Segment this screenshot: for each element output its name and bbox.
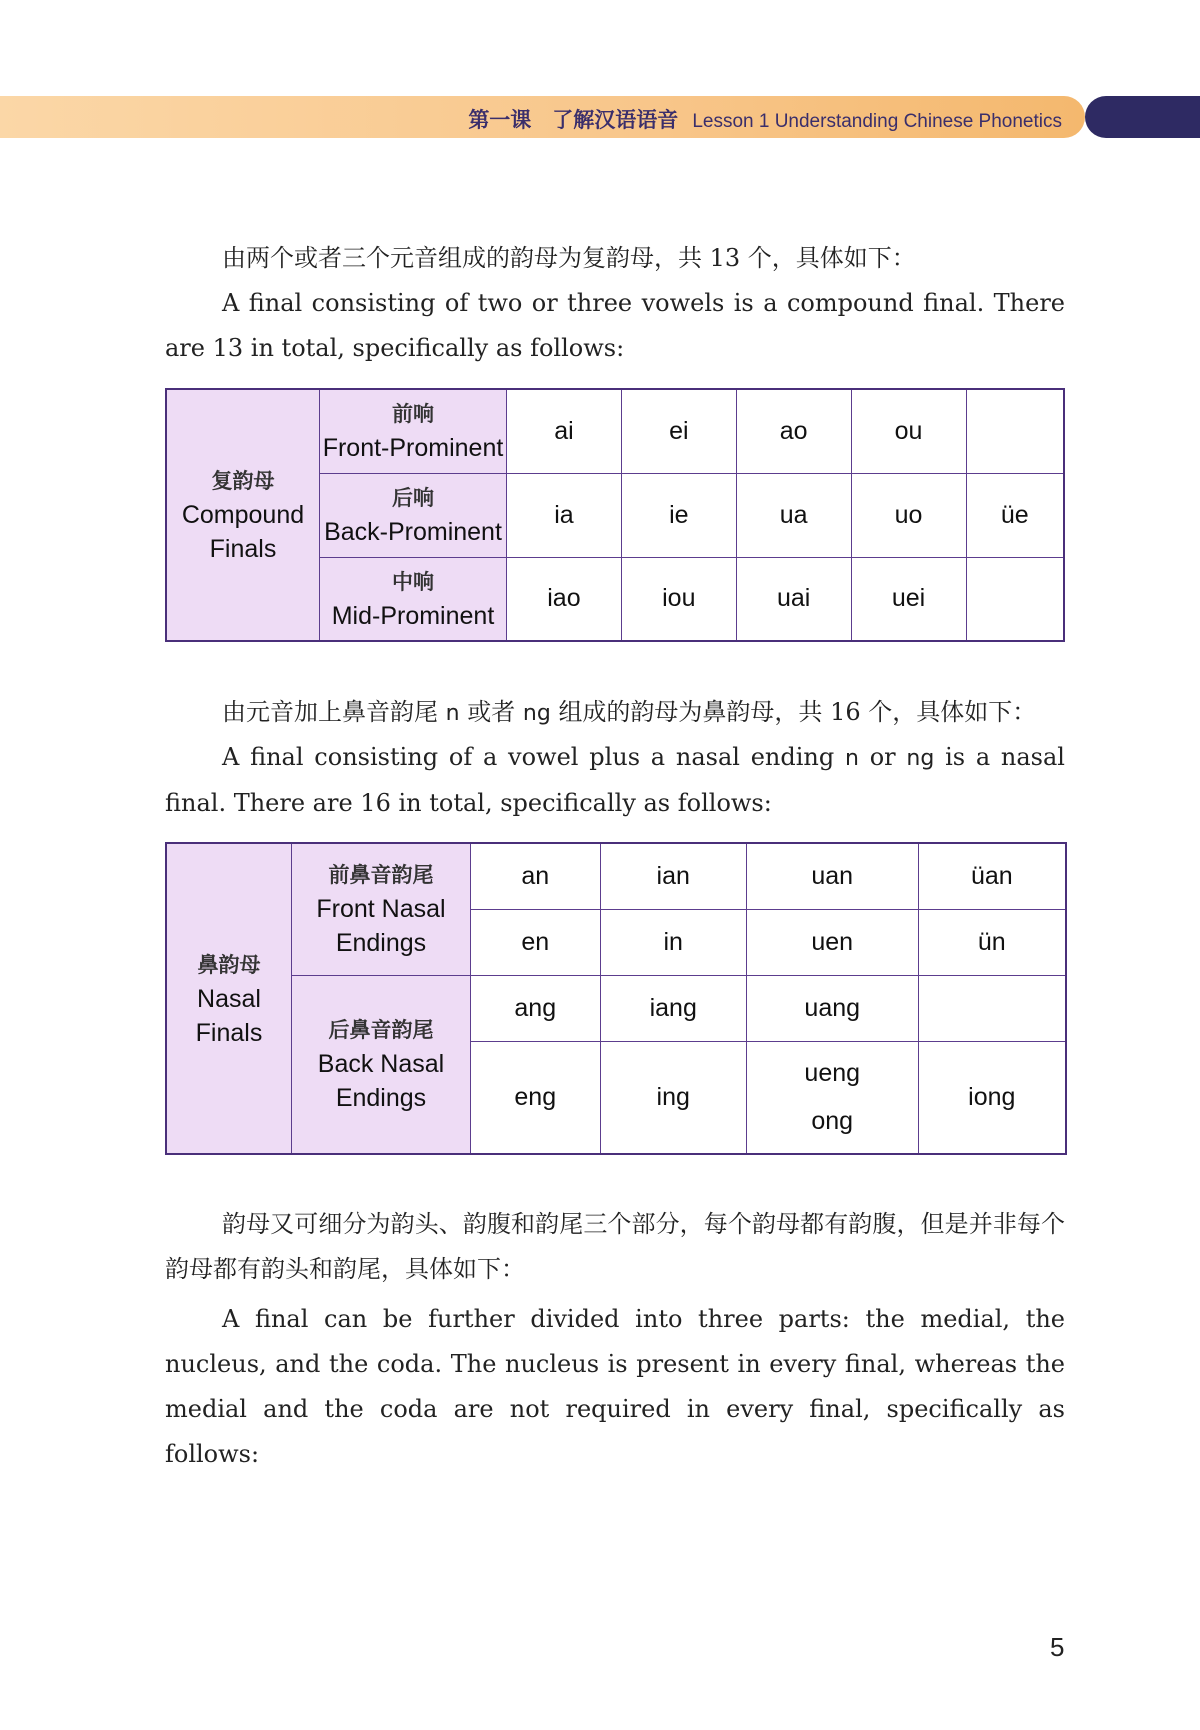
table-cell: ing bbox=[600, 1041, 746, 1154]
nasal-zh-part-c: 组成的韵母为鼻韵母，共 16 个，具体如下： bbox=[558, 698, 1037, 726]
paragraph-nasal-zh bbox=[165, 690, 1065, 736]
table-cell-line: ueng bbox=[804, 1059, 861, 1088]
page-number: 5 bbox=[1050, 1632, 1065, 1662]
table-cell: ao bbox=[736, 389, 851, 473]
compound-category-zh: 复韵母 bbox=[211, 469, 275, 493]
nasal-category-zh: 鼻韵母 bbox=[197, 952, 261, 977]
back-nasal-en-2: Endings bbox=[335, 1084, 427, 1113]
table-cell: uen bbox=[746, 909, 918, 975]
nasal-category-cell bbox=[166, 843, 292, 1154]
table-cell: uang bbox=[746, 975, 918, 1041]
nasal-en-n: n bbox=[844, 746, 859, 771]
table-cell-line: ong bbox=[811, 1107, 854, 1136]
header-cap bbox=[1085, 96, 1200, 138]
front-nasal-label-cell bbox=[292, 843, 471, 975]
table-cell: ua bbox=[736, 473, 851, 557]
back-prominent-en: Back-Prominent bbox=[324, 518, 502, 546]
paragraph-compound-zh: 由两个或者三个元音组成的韵母为复韵母，共 13 个，具体如下： bbox=[222, 244, 916, 272]
paragraph-parts-en: A final can be further divided into three parts: the medial, the nucleus, and the coda. The nucleus is present in every final, whereas the medial and the coda are not required in every final, specifically as follows: bbox=[165, 1305, 1065, 1468]
row-label-mid-prominent bbox=[320, 557, 507, 641]
nasal-en-ng: ng bbox=[906, 746, 935, 771]
table-cell: ia bbox=[507, 473, 622, 557]
compound-category-en-1: Compound bbox=[181, 501, 305, 529]
table-cell: iao bbox=[507, 557, 622, 641]
mid-prominent-zh: 中响 bbox=[392, 569, 434, 594]
table-cell: iang bbox=[600, 975, 746, 1041]
nasal-en-part-c: is a nasal final. There are 16 in total, specifically as follows: bbox=[165, 743, 1065, 817]
table-cell bbox=[966, 557, 1064, 641]
table-cell: uei bbox=[851, 557, 966, 641]
nasal-en-part-b: or bbox=[869, 743, 896, 771]
nasal-zh-ng: ng bbox=[522, 701, 551, 726]
nasal-en-part-a: A final consisting of a vowel plus a nasal ending bbox=[222, 743, 835, 771]
paragraph-compound-en: A final consisting of two or three vowels is a compound final. There are 13 in total, specifically as follows: bbox=[165, 289, 1065, 362]
row-label-front-prominent bbox=[320, 389, 507, 473]
table-cell: uan bbox=[746, 843, 918, 909]
table-cell: ang bbox=[471, 975, 601, 1041]
table-cell: in bbox=[600, 909, 746, 975]
table-cell: ai bbox=[507, 389, 622, 473]
nasal-category-en-2: Finals bbox=[195, 1018, 263, 1047]
lesson-title-en: Lesson 1 Understanding Chinese Phonetics bbox=[692, 111, 1062, 132]
table-cell bbox=[918, 975, 1066, 1041]
table-cell: iou bbox=[621, 557, 736, 641]
running-header bbox=[468, 104, 1062, 130]
table-cell: ou bbox=[851, 389, 966, 473]
nasal-category-en-1: Nasal bbox=[197, 984, 261, 1013]
front-nasal-zh: 前鼻音韵尾 bbox=[328, 863, 434, 888]
row-label-back-prominent bbox=[320, 473, 507, 557]
table-cell: eng bbox=[471, 1041, 601, 1154]
table-cell-stacked bbox=[746, 1041, 918, 1154]
lesson-title-zh: 第一课 了解汉语语音 bbox=[468, 108, 679, 132]
table-cell bbox=[966, 389, 1064, 473]
table-cell: uo bbox=[851, 473, 966, 557]
nasal-zh-n: n bbox=[445, 701, 460, 726]
paragraph-parts-zh: 韵母又可细分为韵头、韵腹和韵尾三个部分，每个韵母都有韵腹，但是并非每个韵母都有韵头和韵尾，具体如下： bbox=[165, 1210, 1065, 1283]
table-cell: ei bbox=[621, 389, 736, 473]
compound-category-en-2: Finals bbox=[209, 535, 277, 563]
compound-finals-table bbox=[165, 388, 1065, 642]
back-nasal-zh: 后鼻音韵尾 bbox=[328, 1018, 434, 1043]
back-nasal-label-cell bbox=[292, 975, 471, 1154]
nasal-zh-part-a: 由元音加上鼻音韵尾 bbox=[222, 698, 438, 726]
back-prominent-zh: 后响 bbox=[392, 486, 434, 510]
front-nasal-en-1: Front Nasal bbox=[316, 895, 446, 924]
table-cell: an bbox=[471, 843, 601, 909]
table-cell: üe bbox=[966, 473, 1064, 557]
front-prominent-en: Front-Prominent bbox=[322, 434, 504, 463]
paragraph-nasal-en bbox=[165, 735, 1065, 826]
nasal-zh-part-b: 或者 bbox=[467, 698, 516, 726]
table-cell: uai bbox=[736, 557, 851, 641]
table-cell: ian bbox=[600, 843, 746, 909]
table-cell: en bbox=[471, 909, 601, 975]
front-prominent-zh: 前响 bbox=[392, 402, 434, 427]
table-cell: ie bbox=[621, 473, 736, 557]
table-cell: ün bbox=[918, 909, 1066, 975]
table-cell: üan bbox=[918, 843, 1066, 909]
table-cell: iong bbox=[918, 1041, 1066, 1154]
nasal-finals-table bbox=[165, 842, 1067, 1155]
back-nasal-en-1: Back Nasal bbox=[317, 1050, 445, 1079]
compound-category-cell bbox=[166, 389, 320, 641]
front-nasal-en-2: Endings bbox=[335, 929, 427, 958]
mid-prominent-en: Mid-Prominent bbox=[331, 601, 495, 630]
